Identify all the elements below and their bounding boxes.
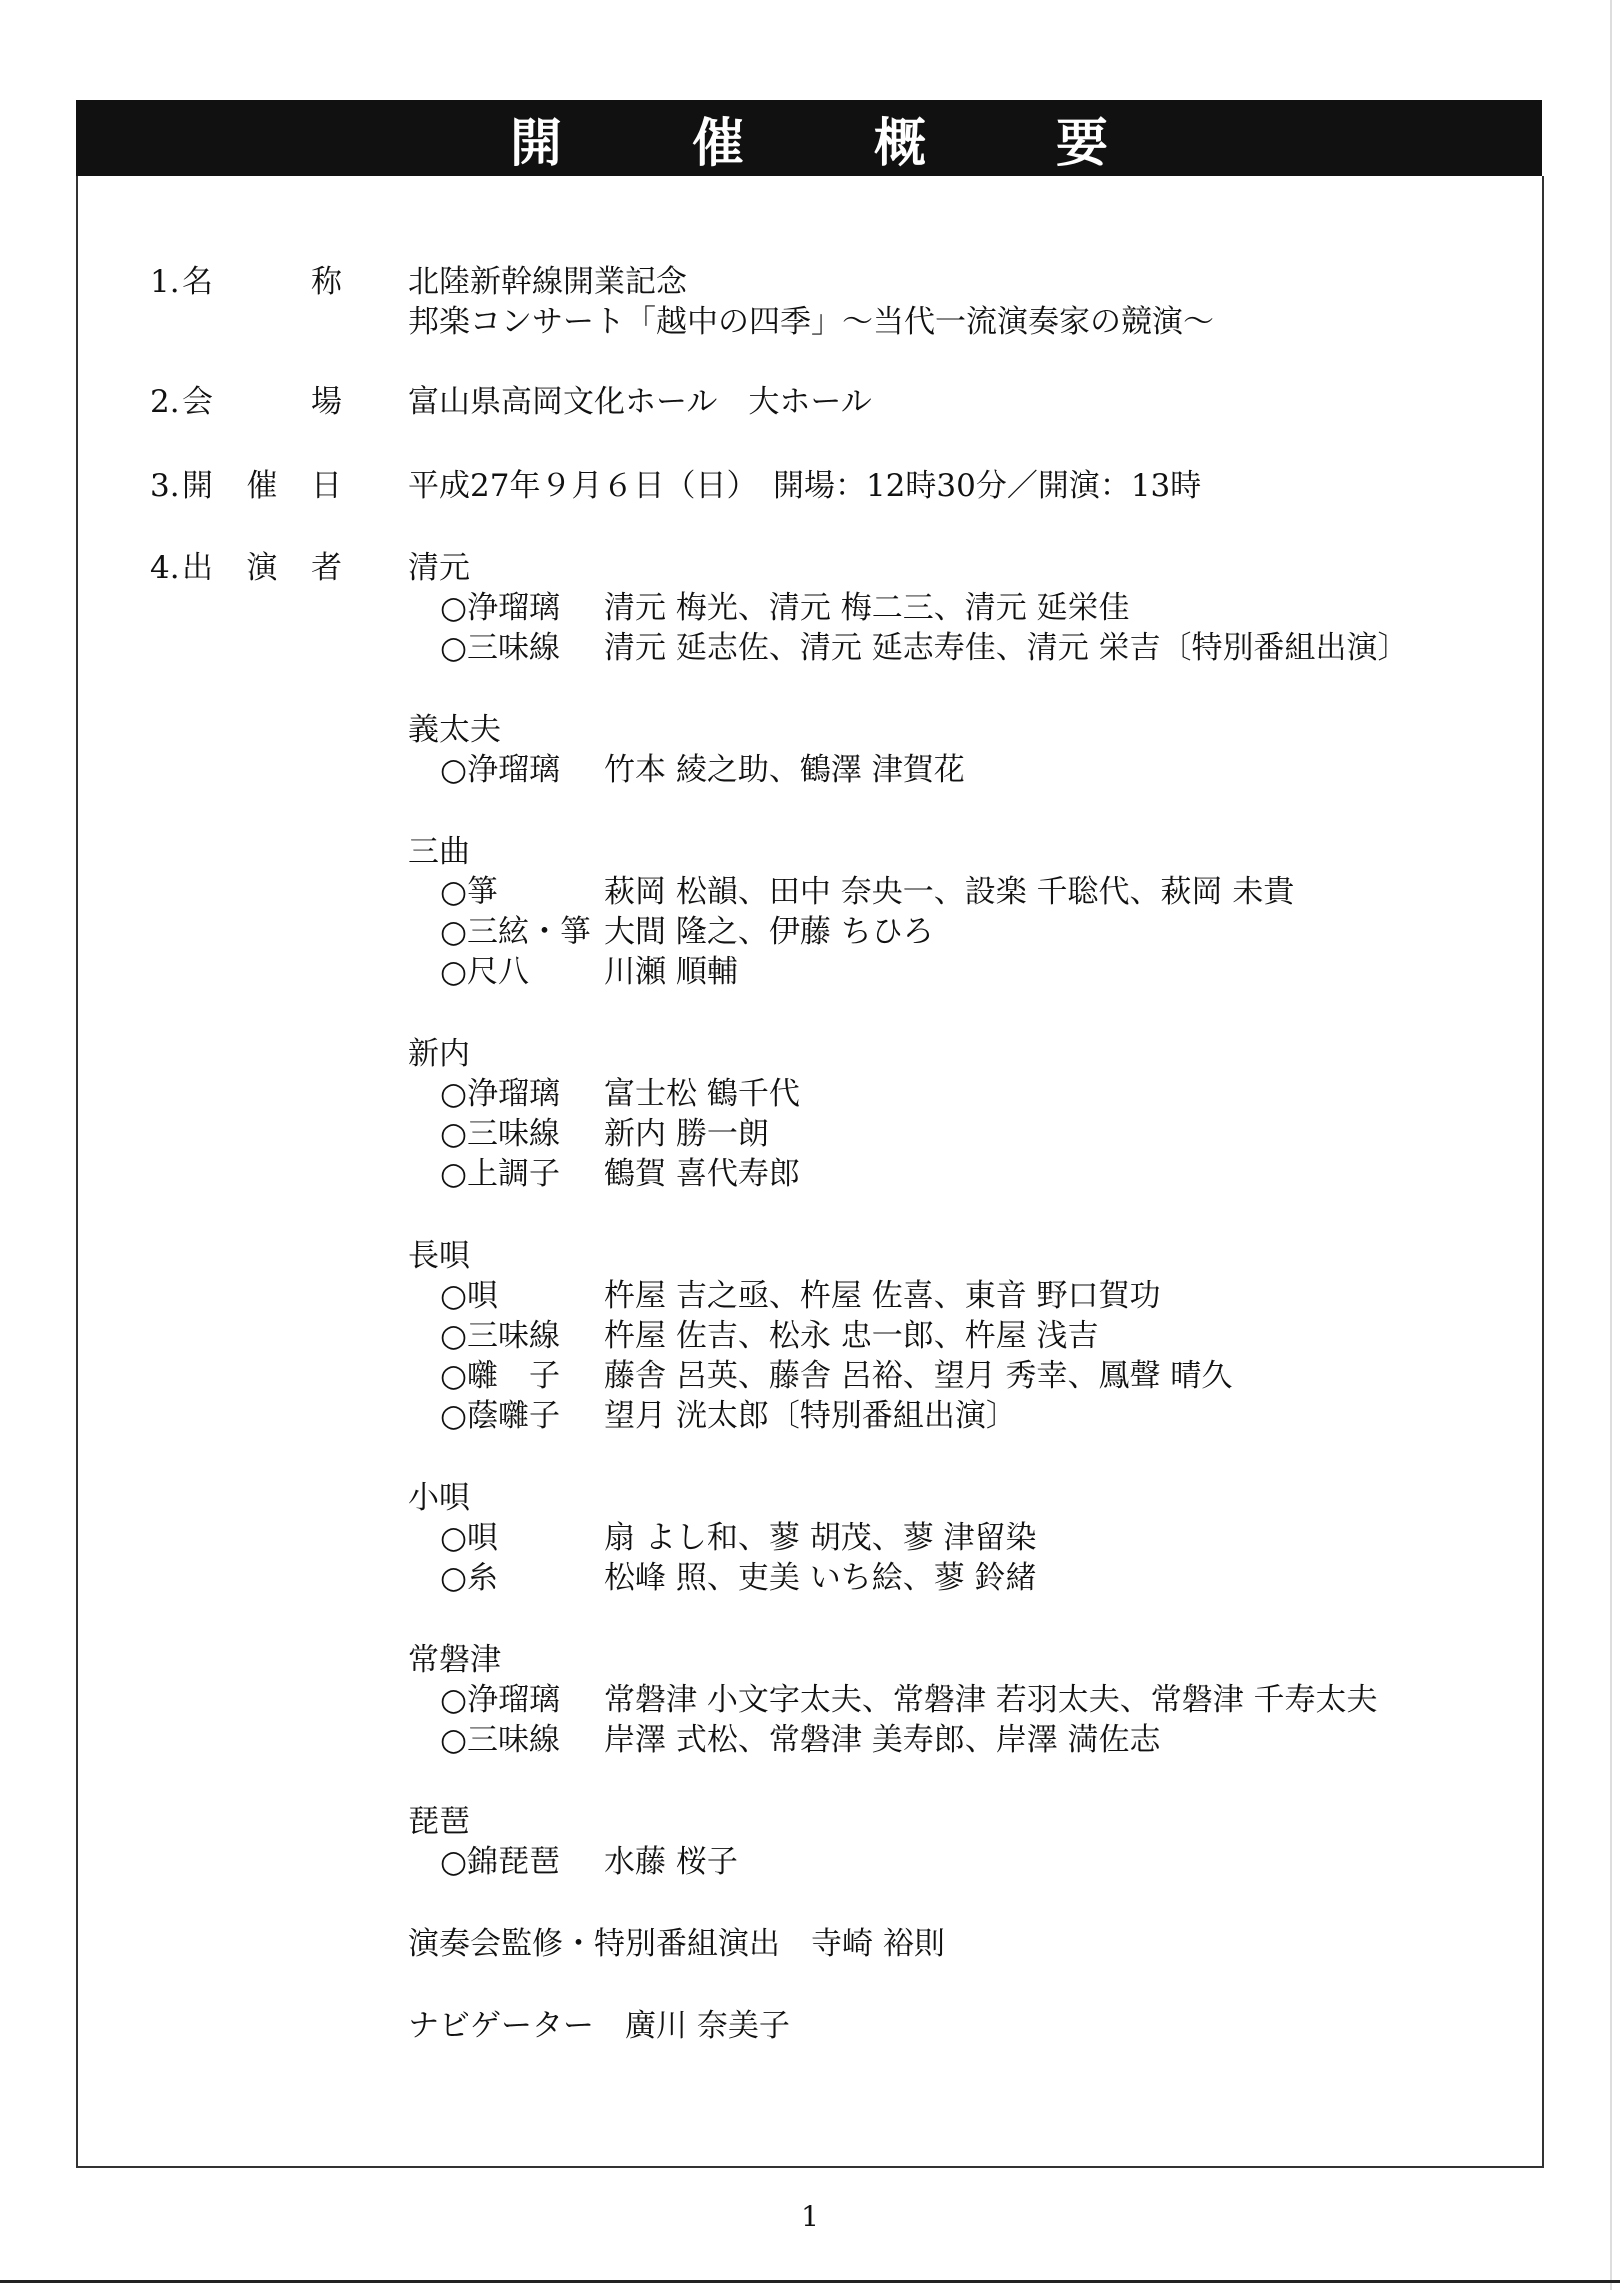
performer-names: 扇 よし和、蓼 胡茂、蓼 津留染 — [604, 1520, 1037, 1556]
page-title: 開催概要 — [509, 113, 1238, 174]
item-value: 平成27年９月６日（日） 開場：12時30分／開演：13時 — [408, 468, 1202, 504]
genre-heading: 小唄 — [408, 1480, 470, 1516]
performer-role: ○尺八 — [440, 954, 530, 990]
item-number: 3. — [150, 468, 180, 504]
performer-role: ○三味線 — [440, 630, 561, 666]
performer-names: 杵屋 吉之亟、杵屋 佐喜、東音 野口賀功 — [604, 1278, 1161, 1314]
item-label — [182, 382, 342, 422]
item-label-char: 出 — [182, 550, 213, 586]
performer-role: ○蔭囃子 — [440, 1398, 561, 1434]
performer-names: 松峰 照、吏美 いち絵、蓼 鈴緒 — [604, 1560, 1037, 1596]
performer-names: 清元 梅光、清元 梅二三、清元 延栄佳 — [604, 590, 1130, 626]
item-label-char: 場 — [311, 384, 342, 420]
item-value: 富山県高岡文化ホール 大ホール — [408, 384, 872, 420]
performer-names: 清元 延志佐、清元 延志寿佳、清元 栄吉〔特別番組出演〕 — [604, 630, 1409, 666]
performer-role: ○浄瑠璃 — [440, 1682, 561, 1718]
item-label — [182, 262, 342, 302]
item-label-char: 演 — [246, 550, 278, 586]
bottom-rule — [0, 2280, 1620, 2283]
genre-heading: 長唄 — [408, 1238, 470, 1274]
genre-heading: 清元 — [408, 550, 470, 586]
performer-role: ○浄瑠璃 — [440, 1076, 561, 1112]
item-number: 4. — [150, 550, 180, 586]
performer-role: ○唄 — [440, 1520, 499, 1556]
item-label-char: 日 — [311, 468, 342, 504]
performer-names: 大間 隆之、伊藤 ちひろ — [604, 914, 934, 950]
performer-names: 望月 洸太郎〔特別番組出演〕 — [604, 1398, 1017, 1434]
item-label — [182, 466, 342, 506]
performer-names: 川瀬 順輔 — [604, 954, 738, 990]
performer-names: 常磐津 小文字太夫、常磐津 若羽太夫、常磐津 千寿太夫 — [604, 1682, 1378, 1718]
performer-role: ○錦琵琶 — [440, 1844, 561, 1880]
item-label-char: 名 — [182, 264, 213, 300]
performer-names: 岸澤 式松、常磐津 美寿郎、岸澤 満佐志 — [604, 1722, 1161, 1758]
performer-names: 富士松 鶴千代 — [604, 1076, 800, 1112]
performer-role: ○箏 — [440, 874, 499, 910]
performer-role: ○囃 子 — [440, 1358, 561, 1394]
performer-names: 水藤 桜子 — [604, 1844, 738, 1880]
item-number: 1. — [150, 264, 180, 300]
genre-heading: 三曲 — [408, 834, 470, 870]
genre-heading: 琵琶 — [408, 1804, 470, 1840]
performer-role: ○三味線 — [440, 1722, 561, 1758]
performer-role: ○浄瑠璃 — [440, 590, 561, 626]
performer-role: ○浄瑠璃 — [440, 752, 561, 788]
item-label-char: 者 — [311, 550, 342, 586]
item-label — [182, 548, 342, 588]
item-value: 邦楽コンサート「越中の四季」～当代一流演奏家の競演～ — [408, 304, 1214, 340]
navigator-line: ナビゲーター 廣川 奈美子 — [408, 2008, 790, 2044]
item-label-char: 開 — [182, 468, 213, 504]
item-number: 2. — [150, 384, 180, 420]
performer-role: ○三味線 — [440, 1318, 561, 1354]
performer-role: ○三味線 — [440, 1116, 561, 1152]
genre-heading: 義太夫 — [408, 712, 501, 748]
performer-names: 杵屋 佐吉、松永 忠一郎、杵屋 浅吉 — [604, 1318, 1099, 1354]
performer-names: 竹本 綾之助、鶴澤 津賀花 — [604, 752, 965, 788]
item-value: 北陸新幹線開業記念 — [408, 264, 687, 300]
performer-names: 新内 勝一朗 — [604, 1116, 769, 1152]
performer-role: ○糸 — [440, 1560, 499, 1596]
performer-names: 萩岡 松韻、田中 奈央一、設楽 千聡代、萩岡 未貴 — [604, 874, 1295, 910]
performer-role: ○三絃・箏 — [440, 914, 592, 950]
item-label-char: 会 — [182, 384, 213, 420]
genre-heading: 常磐津 — [408, 1642, 501, 1678]
supervision-line: 演奏会監修・特別番組演出 寺崎 裕則 — [408, 1926, 945, 1962]
genre-heading: 新内 — [408, 1036, 470, 1072]
performer-names: 藤舎 呂英、藤舎 呂裕、望月 秀幸、鳳聲 晴久 — [604, 1358, 1233, 1394]
performer-role: ○上調子 — [440, 1156, 561, 1192]
page-number: 1 — [801, 2200, 819, 2233]
item-label-char: 催 — [246, 468, 278, 504]
performer-role: ○唄 — [440, 1278, 499, 1314]
performer-names: 鶴賀 喜代寿郎 — [604, 1156, 800, 1192]
item-label-char: 称 — [311, 264, 342, 300]
